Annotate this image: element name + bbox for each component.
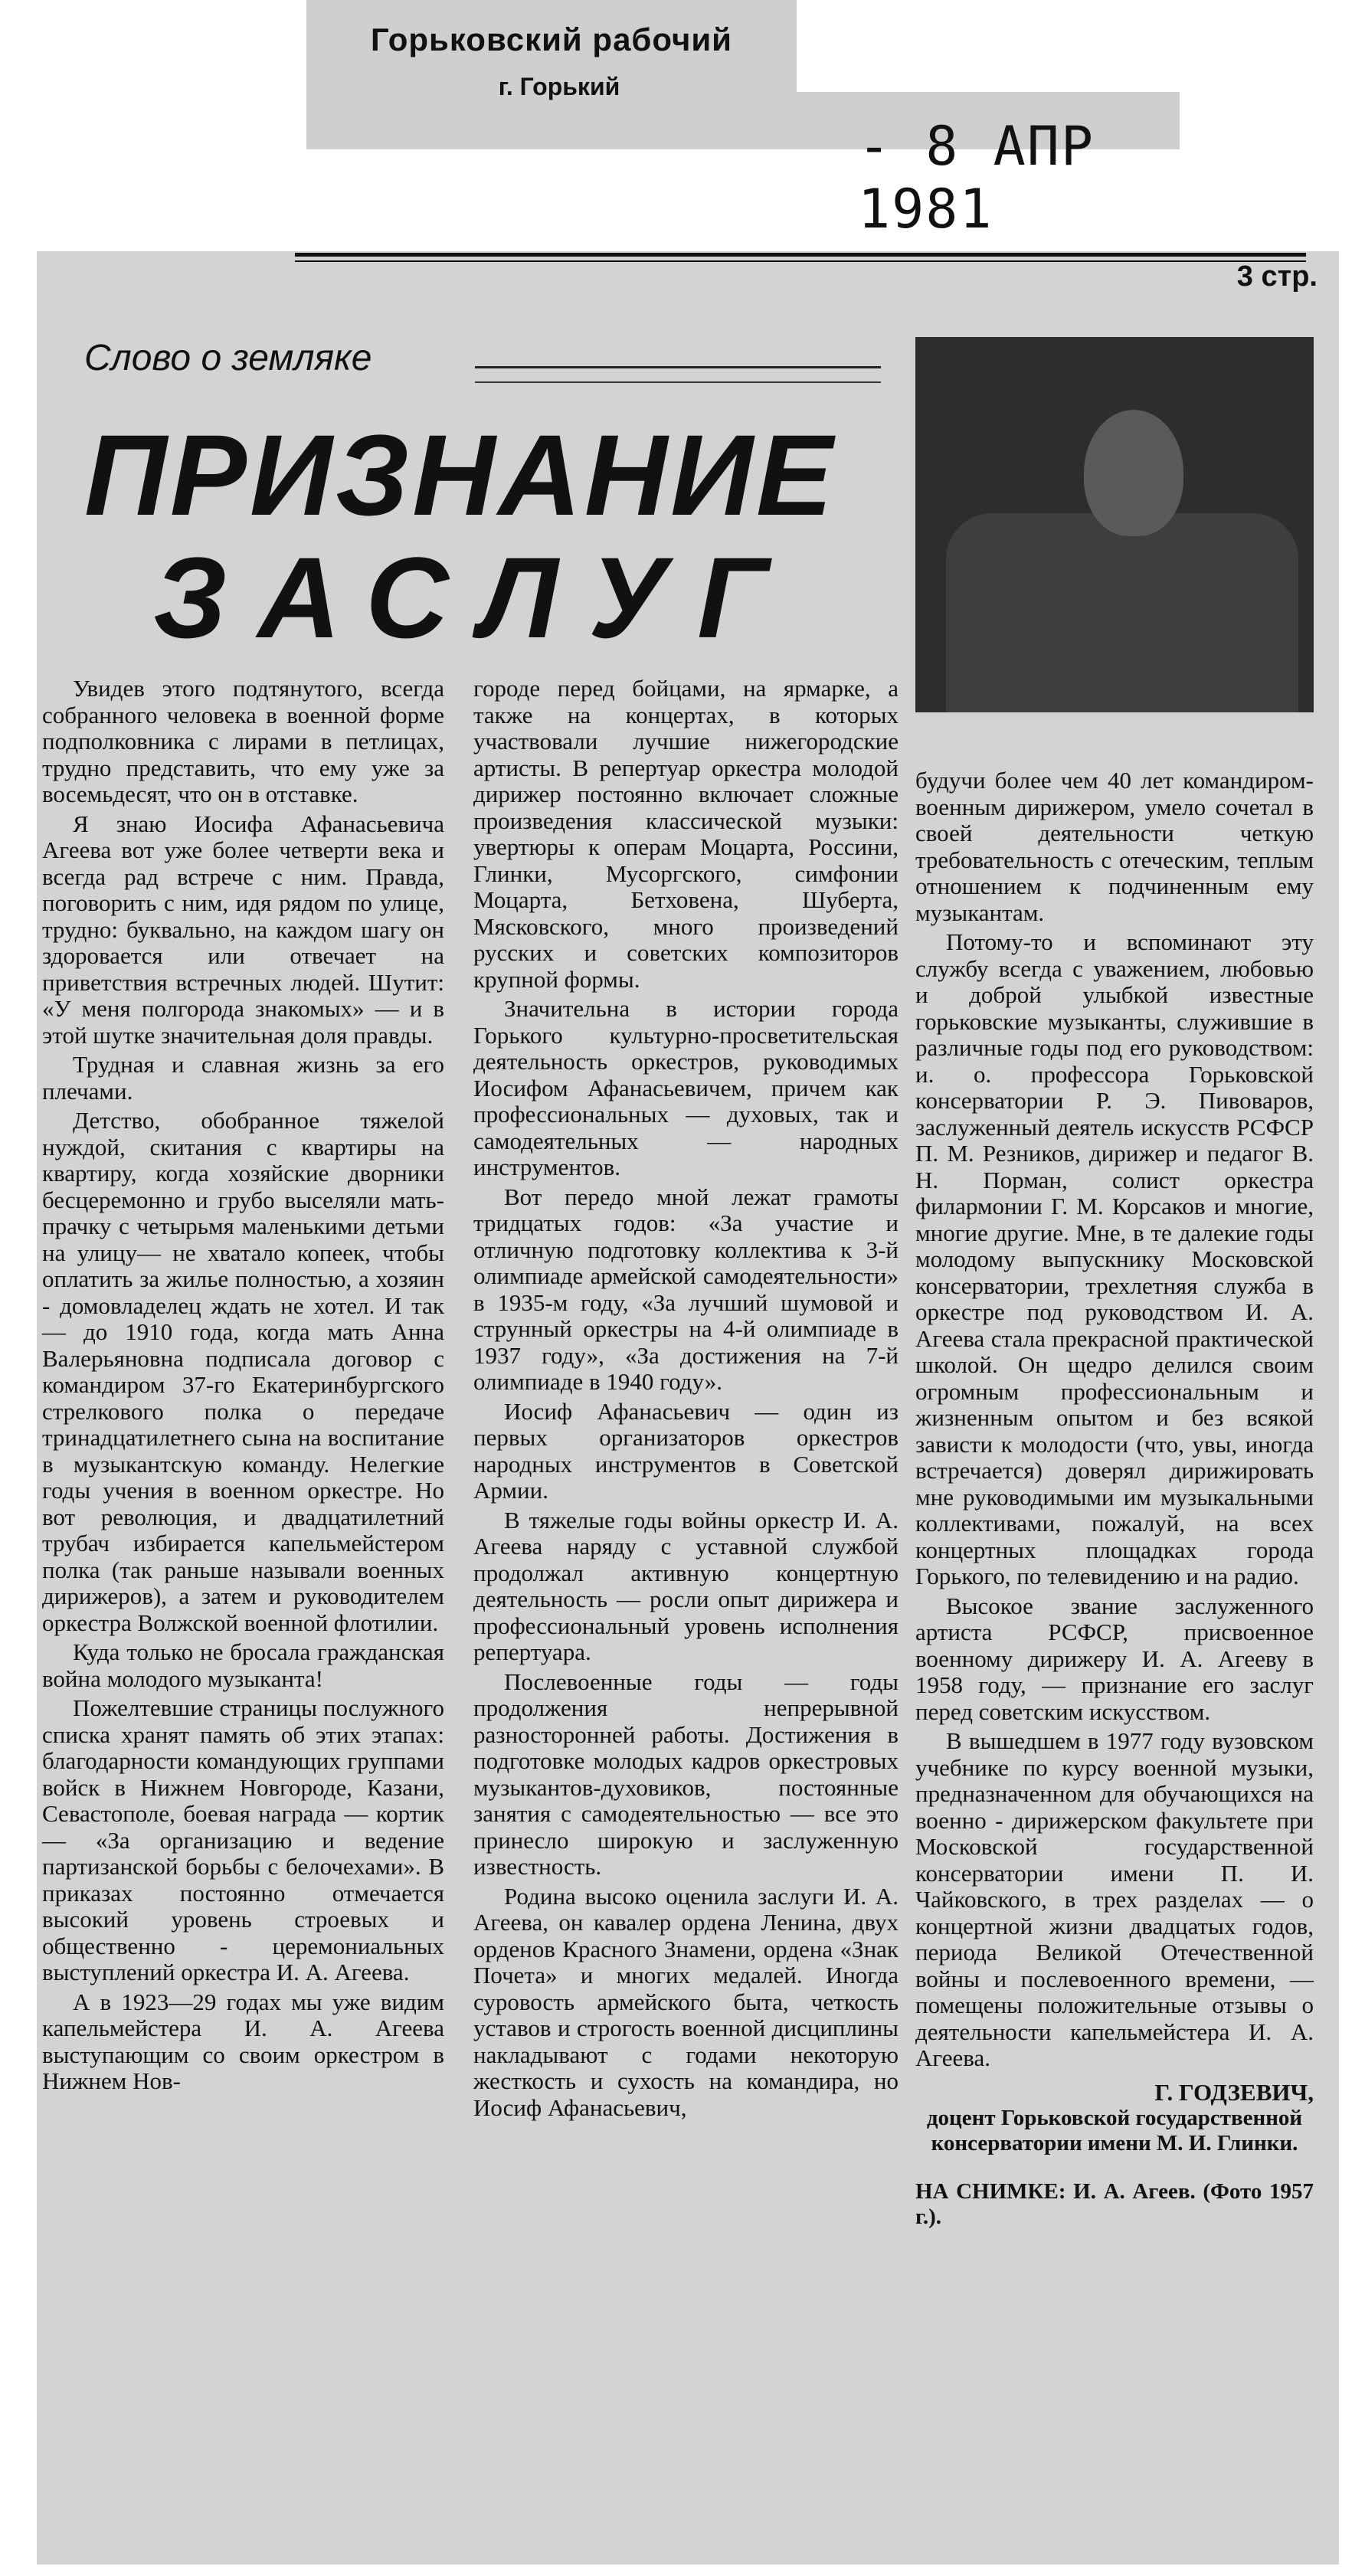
photo-figure-head bbox=[1084, 410, 1183, 536]
date-stamp: - 8 АПР 1981 bbox=[858, 115, 1095, 241]
paragraph: Детство, обобранное тяжелой нуждой, скитания с квартиры на квартиру, когда хозяйские дворники бесцеремонно и грубо выселяли мать-прачку с четырьмя маленькими детьми на улицу— не хватало копеек, чтобы оплатить за жилье полностью, а хозяин - домовладелец ждать не хотел. И так — до 1910 года, когда мать Анна Валерьяновна подписала договор с командиром 37-го Екатеринбургского стрелкового полка о передаче тринадцатилетнего сына на воспитание в музыкантскую команду. Нелегкие годы учения в военном оркестре. Но вот революция, и двадцатилетний трубач избирается капельмейстером полка (так раньше называли военных дирижеров), а затем и руководителем оркестра Волжской военной флотилии. bbox=[42, 1107, 444, 1636]
paragraph: Вот передо мной лежат грамоты тридцатых годов: «За участие и отличную подготовку коллектива к 3-й олимпиаде армейской самодеятельности» в 1935-м году, «За лучший шумовой и струнный оркестры на 4-й олимпиаде в 1937 году», «За достижения на 7-й олимпиаде в 1940 году». bbox=[473, 1183, 899, 1395]
paragraph: Послевоенные годы — годы продолжения непрерывной разносторонней работы. Достижения в подготовке молодых кадров оркестровых музыкантов-духовиков, постоянные занятия с самодеятельностью — все это принесло широкую и заслуженную известность. bbox=[473, 1668, 899, 1880]
photo-caption: НА СНИМКЕ: И. А. Агеев. (Фото 1957 г.). bbox=[915, 2179, 1314, 2229]
paragraph: Увидев этого подтянутого, всегда собранного человека в военной форме подполковника с лирами в петлицах, трудно представить, что ему уже за восемьдесят, что он в отставке. bbox=[42, 675, 444, 807]
page-number: 3 стр. bbox=[1236, 260, 1318, 293]
photo-figure-body bbox=[946, 513, 1298, 712]
paragraph: Родина высоко оценила заслуги И. А. Агеева, он кавалер ордена Ленина, двух орденов Красного Знамени, ордена «Знак Почета» и многих медалей. Иногда суровость армейского быта, четкость уставов и строгость военной дисциплины накладывают с годами некоторую жесткость и сухость на командира, но Иосиф Афанасьевич, bbox=[473, 1882, 899, 2121]
text-column-1 bbox=[42, 676, 444, 2095]
paragraph: Иосиф Афанасьевич — один из первых организаторов оркестров народных инструментов в Советской Армии. bbox=[473, 1397, 899, 1504]
paragraph: Трудная и славная жизнь за его плечами. bbox=[42, 1051, 444, 1105]
rubric-rule-thin bbox=[475, 381, 881, 383]
paragraph: Куда только не бросала гражданская война молодого музыканта! bbox=[42, 1638, 444, 1692]
paragraph: Потому-то и вспоминают эту службу всегда с уважением, любовью и доброй улыбкой известные горьковские музыканты, служившие в различные годы под его руководством: и. о. профессора Горьковской консерватории Р. Э. Пивоваров, заслуженный деятель искусств РСФСР П. М. Резников, дирижер и педагог В. Н. Порман, солист оркестра филармонии Г. М. Корсаков и многие, многие другие. Мне, в те далекие годы молодому выпускнику Московской консерватории, трехлетняя служба в оркестре под руководством И. А. Агеева стала прекрасной практической школой. Он щедро делился своим огромным профессиональным и жизненным опытом и без всякой зависти к молодости (что, увы, иногда встречается) доверял дирижировать мне руководимыми им музыкальными коллективами, пожалуй, на всех концертных площадках города Горького, по телевидению и на радио. bbox=[915, 928, 1314, 1589]
text-column-3 bbox=[915, 768, 1314, 2230]
paragraph: В тяжелые годы войны оркестр И. А. Агеева наряду с уставной службой продолжал активную концертную деятельность — росли опыт дирижера и профессиональный уровень исполнения репертуара. bbox=[473, 1506, 899, 1665]
headline-line-2: ЗАСЛУГ bbox=[153, 533, 799, 662]
paragraph: Пожелтевшие страницы послужного списка хранят память об этих этапах: благодарности командующих группами войск в Нижнем Новгороде, Казани, Севастополе, боевая награда — кортик — «За организацию и ведение партизанской борьбы с белочехами». В приказах постоянно отмечается высокий уровень строевых и общественно - церемониальных выступлений оркестра И. А. Агеева. bbox=[42, 1694, 444, 1985]
text-column-2 bbox=[473, 676, 899, 2121]
portrait-photo bbox=[915, 337, 1314, 712]
paragraph: Значительна в истории города Горького культурно-просветительская деятельность оркестров, руководимых Иосифом Афанасьевичем, причем как профессиональных — духовых, так и самодеятельных — народных инструментов. bbox=[473, 995, 899, 1180]
author-affiliation: доцент Горьковской государственной консерватории имени М. И. Глинки. bbox=[926, 2106, 1303, 2155]
article-headline bbox=[84, 411, 889, 662]
newspaper-city: г. Горький bbox=[498, 73, 620, 100]
paragraph: городе перед бойцами, на ярмарке, а также на концертах, в которых участвовали лучшие нижегородские артисты. В репертуар оркестра молодой дирижер постоянно включает сложные произведения классической музыки: увертюры к операм Моцарта, Россини, Глинки, Мусоргского, симфонии Моцарта, Бетховена, Шуберта, Мясковского, много произведений русских и советских композиторов крупной формы. bbox=[473, 675, 899, 993]
header-rule-thin bbox=[295, 260, 1306, 262]
paragraph: будучи более чем 40 лет командиром-военным дирижером, умело сочетал в своей деятельности четкую требовательность с отеческим, теплым отношением к подчиненным ему музыкантам. bbox=[915, 767, 1314, 926]
rubric: Слово о земляке bbox=[84, 338, 372, 378]
paragraph: Высокое звание заслуженного артиста РСФСР, присвоенное военному дирижеру И. А. Агееву в 1958 году, — признание его заслуг перед советским искусством. bbox=[915, 1592, 1314, 1725]
headline-line-1: ПРИЗНАНИЕ bbox=[84, 411, 836, 539]
paragraph: В вышедшем в 1977 году вузовском учебнике по курсу военной музыки, предназначенном для обучающихся на военно - дирижерском факультете при Московской государственной консерватории имени П. И. Чайковского, в трех разделах — о концертной жизни двадцатых годов, периода Великой Отечественной войны и послевоенного времени, — помещены положительные отзывы о деятельности капельмейстера И. А. Агеева. bbox=[915, 1727, 1314, 2071]
paragraph: А в 1923—29 годах мы уже видим капельмейстера И. А. Агеева выступающим со своим оркестром в Нижнем Нов- bbox=[42, 1988, 444, 2094]
header-rule bbox=[295, 253, 1306, 257]
newspaper-masthead: Горьковский рабочий bbox=[370, 21, 733, 57]
author-signature: Г. ГОДЗЕВИЧ, bbox=[1154, 2078, 1314, 2106]
rubric-rule bbox=[475, 366, 881, 368]
paragraph: Я знаю Иосифа Афанасьевича Агеева вот уже более четверти века и всегда рад встрече с ним. Правда, поговорить с ним, идя рядом по улице, трудно: буквально, на каждом шагу он здоровается или отвечает на приветствия встречных людей. Шутит: «У меня полгорода знакомых» — и в этой шутке значительная доля правды. bbox=[42, 810, 444, 1049]
